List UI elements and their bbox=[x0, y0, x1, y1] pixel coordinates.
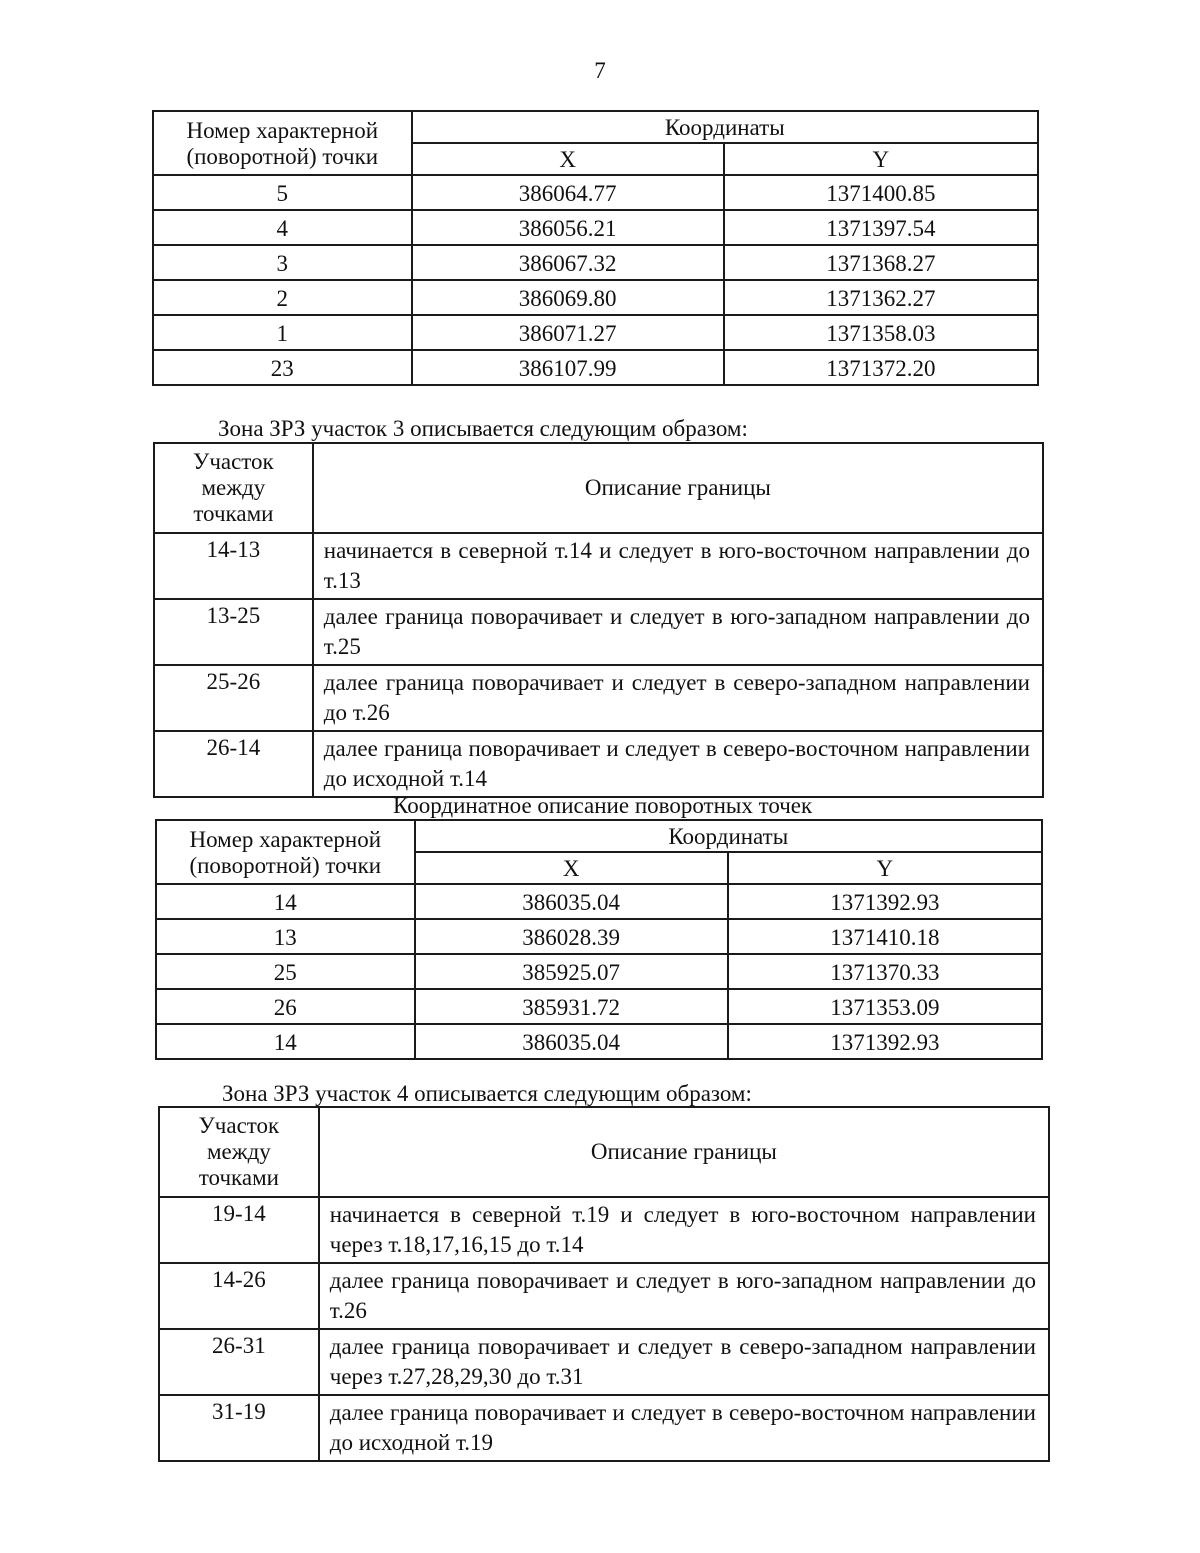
header-line: Номер характерной bbox=[186, 118, 379, 143]
description-header: Описание границы bbox=[319, 1107, 1049, 1197]
y-cell: 1371392.93 bbox=[728, 884, 1042, 919]
y-cell: 1371400.85 bbox=[724, 175, 1038, 210]
x-header: X bbox=[412, 143, 724, 175]
table-row bbox=[154, 533, 1043, 599]
point-cell: 14 bbox=[156, 1024, 415, 1059]
table-row bbox=[154, 665, 1043, 731]
description-cell: далее граница поворачивает и следует в юго-западном направлении до т.25 bbox=[313, 599, 1043, 665]
segment-cell: 31-19 bbox=[159, 1395, 319, 1461]
header-line: точками bbox=[193, 501, 274, 526]
table-row bbox=[153, 280, 1038, 315]
x-cell: 386064.77 bbox=[412, 175, 724, 210]
x-cell: 386035.04 bbox=[415, 884, 728, 919]
section4-caption: Зона ЗРЗ участок 4 описывается следующим образом: bbox=[222, 1081, 752, 1106]
point-cell: 25 bbox=[156, 954, 415, 989]
table-row bbox=[153, 210, 1038, 245]
description-cell: далее граница поворачивает и следует в юго-западном направлении до т.26 bbox=[319, 1263, 1049, 1329]
description-header: Описание границы bbox=[313, 443, 1043, 533]
table-row bbox=[156, 1024, 1042, 1059]
table-row bbox=[159, 1263, 1049, 1329]
y-cell: 1371370.33 bbox=[728, 954, 1042, 989]
y-header: Y bbox=[728, 852, 1042, 884]
point-cell: 2 bbox=[153, 280, 412, 315]
segment-cell: 26-31 bbox=[159, 1329, 319, 1395]
description-cell: далее граница поворачивает и следует в северо-восточном направлении до исходной т.14 bbox=[313, 731, 1043, 797]
x-cell: 386028.39 bbox=[415, 919, 728, 954]
segment-cell: 14-26 bbox=[159, 1263, 319, 1329]
point-cell: 13 bbox=[156, 919, 415, 954]
table-row bbox=[154, 731, 1043, 797]
y-cell: 1371362.27 bbox=[724, 280, 1038, 315]
table-row bbox=[153, 175, 1038, 210]
x-cell: 386035.04 bbox=[415, 1024, 728, 1059]
table-row bbox=[156, 954, 1042, 989]
x-cell: 386069.80 bbox=[412, 280, 724, 315]
page-number: 7 bbox=[594, 58, 606, 83]
header-line: точками bbox=[198, 1165, 279, 1190]
point-cell: 4 bbox=[153, 210, 412, 245]
segment-cell: 26-14 bbox=[154, 731, 313, 797]
x-cell: 386071.27 bbox=[412, 315, 724, 350]
y-cell: 1371372.20 bbox=[724, 350, 1038, 385]
coords-header: Координаты bbox=[415, 820, 1042, 852]
y-cell: 1371358.03 bbox=[724, 315, 1038, 350]
point-number-header bbox=[153, 111, 412, 175]
segment-cell: 25-26 bbox=[154, 665, 313, 731]
point-cell: 1 bbox=[153, 315, 412, 350]
table3-caption: Координатное описание поворотных точек bbox=[393, 793, 813, 818]
section3-caption: Зона ЗРЗ участок 3 описывается следующим образом: bbox=[218, 416, 748, 441]
table-row bbox=[153, 350, 1038, 385]
header-line: Участок bbox=[193, 449, 274, 474]
x-header: X bbox=[415, 852, 728, 884]
y-cell: 1371392.93 bbox=[728, 1024, 1042, 1059]
point-number-header bbox=[156, 820, 415, 884]
y-cell: 1371368.27 bbox=[724, 245, 1038, 280]
x-cell: 385931.72 bbox=[415, 989, 728, 1024]
table-row bbox=[153, 245, 1038, 280]
description-cell: далее граница поворачивает и следует в северо-западном направлении до т.26 bbox=[313, 665, 1043, 731]
y-cell: 1371397.54 bbox=[724, 210, 1038, 245]
header-line: между bbox=[206, 1139, 271, 1164]
table-row bbox=[159, 1329, 1049, 1395]
description-cell: далее граница поворачивает и следует в северо-восточном направлении до исходной т.19 bbox=[319, 1395, 1049, 1461]
boundary-table-3 bbox=[153, 442, 1044, 798]
table-row bbox=[154, 599, 1043, 665]
x-cell: 385925.07 bbox=[415, 954, 728, 989]
description-cell: далее граница поворачивает и следует в северо-западном направлении через т.27,28,29,30 до т.31 bbox=[319, 1329, 1049, 1395]
x-cell: 386107.99 bbox=[412, 350, 724, 385]
header-line: между bbox=[201, 475, 266, 500]
y-cell: 1371410.18 bbox=[728, 919, 1042, 954]
segment-cell: 19-14 bbox=[159, 1197, 319, 1263]
segment-header bbox=[159, 1107, 319, 1197]
table-row bbox=[156, 884, 1042, 919]
segment-cell: 13-25 bbox=[154, 599, 313, 665]
point-cell: 14 bbox=[156, 884, 415, 919]
table-row bbox=[153, 315, 1038, 350]
table-row bbox=[156, 989, 1042, 1024]
point-cell: 26 bbox=[156, 989, 415, 1024]
description-cell: начинается в северной т.19 и следует в юго-восточном направлении через т.18,17,16,15 до т.14 bbox=[319, 1197, 1049, 1263]
header-line: (поворотной) точки bbox=[189, 853, 382, 878]
point-cell: 5 bbox=[153, 175, 412, 210]
y-header: Y bbox=[724, 143, 1038, 175]
x-cell: 386067.32 bbox=[412, 245, 724, 280]
segment-cell: 14-13 bbox=[154, 533, 313, 599]
table-row bbox=[159, 1395, 1049, 1461]
table-row bbox=[156, 919, 1042, 954]
description-cell: начинается в северной т.14 и следует в юго-восточном направлении до т.13 bbox=[313, 533, 1043, 599]
header-line: Номер характерной bbox=[189, 827, 382, 852]
header-line: (поворотной) точки bbox=[186, 144, 379, 169]
coords-table-1 bbox=[152, 110, 1039, 386]
x-cell: 386056.21 bbox=[412, 210, 724, 245]
segment-header bbox=[154, 443, 313, 533]
y-cell: 1371353.09 bbox=[728, 989, 1042, 1024]
boundary-table-4 bbox=[158, 1106, 1050, 1462]
point-cell: 3 bbox=[153, 245, 412, 280]
table-row bbox=[159, 1197, 1049, 1263]
coords-table-2 bbox=[155, 819, 1043, 1060]
header-line: Участок bbox=[198, 1113, 280, 1138]
coords-header: Координаты bbox=[412, 111, 1038, 143]
point-cell: 23 bbox=[153, 350, 412, 385]
